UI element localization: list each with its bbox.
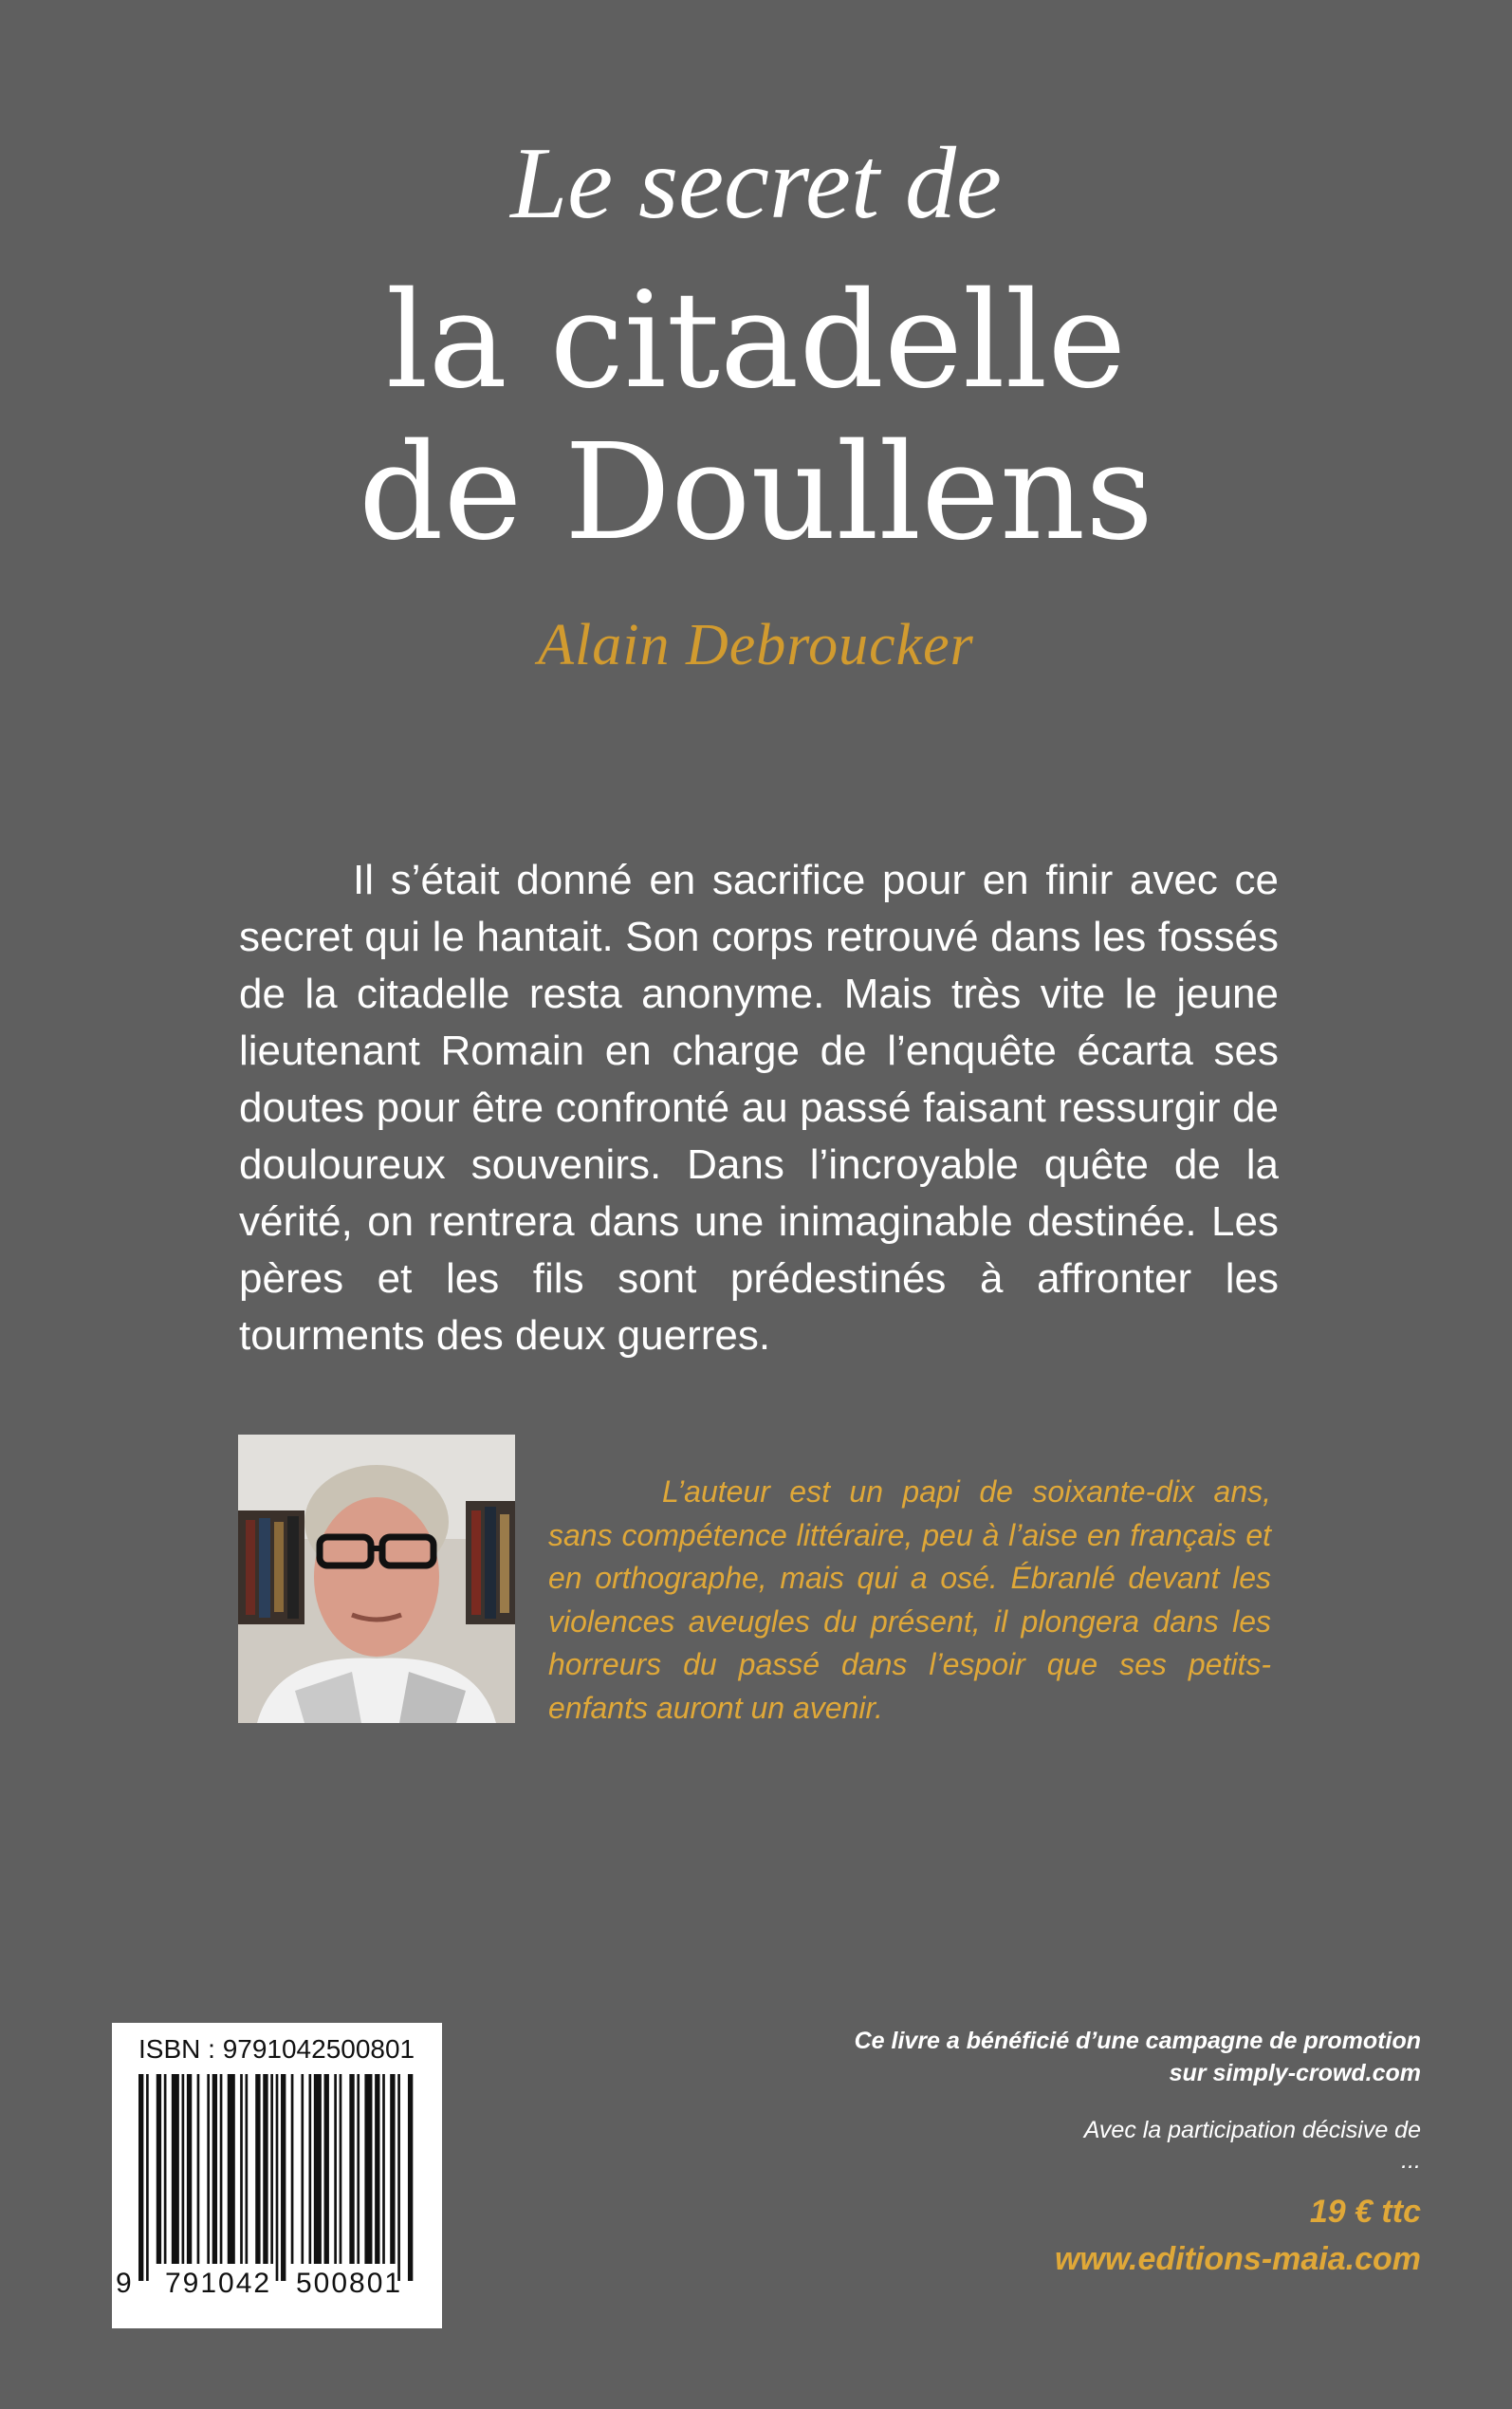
title-line-2: la citadelle xyxy=(385,264,1127,418)
barcode-digits-left: 791042 xyxy=(165,2268,272,2299)
isbn-label: ISBN : 9791042500801 xyxy=(138,2034,415,2064)
barcode-bar xyxy=(308,2074,311,2264)
author-bio: L’auteur est un papi de soixante-dix ans, sans compétence littéraire, peu à l’aise en français et en orthographe, mais qui a osé. Ébranlé devant les violences aveugles du présent, il plongera dans les horreurs du passé dans l’espoir que ses petits-enfants auront un avenir. xyxy=(548,1474,1271,1725)
barcode-bar xyxy=(314,2074,322,2264)
barcode-bar xyxy=(207,2074,210,2264)
barcode-bar xyxy=(187,2074,192,2264)
barcode-bar xyxy=(182,2074,185,2264)
barcode-digit-first: 9 xyxy=(116,2268,132,2299)
barcode-bar xyxy=(164,2074,167,2264)
barcode-bar xyxy=(324,2074,329,2264)
barcode-bar xyxy=(334,2074,337,2264)
back-cover-blurb: Il s’était donné en sacrifice pour en finir avec ce secret qui le hantait. Son corps retrouvé dans les fossés de la citadelle resta anonyme. Mais très vite le jeune lieutenant Romain en charge de l’enquête écarta ses doutes pour être confronté au passé faisant ressurgir de douloureux souvenirs. Dans l’incroyable quête de la vérité, on rentrera dans une inimaginable destinée. Les pères et les fils sont prédestinés à affronter les tourments des deux guerres. xyxy=(239,857,1279,1359)
title-line-3: de Doullens xyxy=(358,416,1154,570)
barcode-bar xyxy=(375,2074,379,2264)
barcode-bar xyxy=(220,2074,223,2264)
barcode-bar xyxy=(246,2074,249,2264)
barcode-bar xyxy=(397,2074,400,2281)
author-portrait-image xyxy=(238,1435,515,1723)
barcode-bar xyxy=(364,2074,372,2264)
participation-ellipsis: ... xyxy=(1401,2147,1421,2174)
barcode-bar xyxy=(157,2074,161,2264)
ean-barcode xyxy=(138,2074,415,2281)
barcode-bar xyxy=(291,2074,294,2264)
barcode-bar xyxy=(255,2074,260,2264)
barcode-bar xyxy=(172,2074,179,2264)
barcode-bar xyxy=(281,2074,286,2281)
publisher-website: www.editions-maia.com xyxy=(1054,2241,1421,2277)
barcode-block xyxy=(112,2023,442,2328)
barcode-bar xyxy=(228,2074,235,2264)
barcode-bar xyxy=(263,2074,267,2264)
participation-text: Avec la participation décisive de xyxy=(1083,2117,1421,2143)
barcode-bar xyxy=(340,2074,342,2264)
barcode-bar xyxy=(408,2074,413,2281)
promo-line-2: sur simply-crowd.com xyxy=(1169,2060,1421,2086)
barcode-bar xyxy=(276,2074,279,2281)
barcode-bar xyxy=(349,2074,354,2264)
barcode-bar xyxy=(382,2074,385,2264)
barcode-bar xyxy=(197,2074,200,2264)
barcode-bar xyxy=(390,2074,395,2264)
author-photo xyxy=(238,1435,515,1723)
barcode-bar xyxy=(357,2074,360,2264)
promo-line-1: Ce livre a bénéficié d’une campagne de promotion xyxy=(854,2028,1421,2054)
barcode-bar xyxy=(240,2074,243,2264)
title-line-1: Le secret de xyxy=(510,127,1002,240)
barcode-bar xyxy=(301,2074,304,2264)
author-name: Alain Debroucker xyxy=(538,613,974,677)
price: 19 € ttc xyxy=(1309,2194,1421,2230)
barcode-bar xyxy=(146,2074,149,2281)
barcode-bar xyxy=(138,2074,143,2281)
barcode-bar xyxy=(212,2074,217,2264)
barcode-digits-right: 500801 xyxy=(296,2268,403,2299)
barcode-bar xyxy=(270,2074,273,2264)
